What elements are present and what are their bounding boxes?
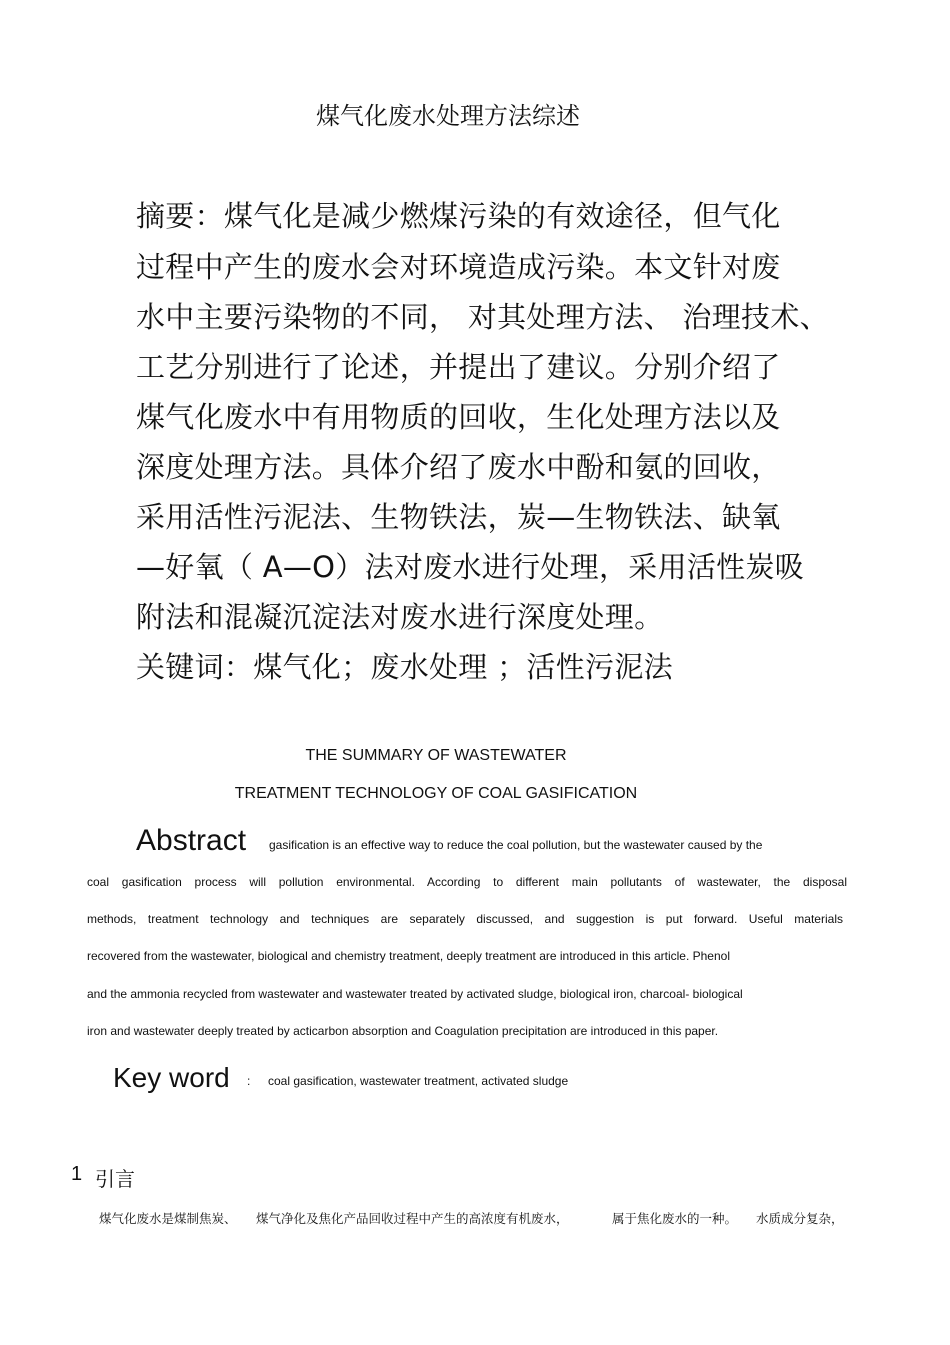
abstract-cn-line: 工艺分别进行了论述，并提出了建议。分别介绍了 (136, 350, 781, 384)
abstract-cn-line: 过程中产生的废水会对环境造成污染。本文针对废 (136, 250, 781, 284)
abstract-en-first-line: gasification is an effective way to reduce the coal pollution, but the wastewater caused by the (269, 838, 763, 852)
intro-text-part: 属于焦化废水的一种。 (612, 1211, 738, 1226)
intro-text-part: 煤气化废水是煤制焦炭、 (99, 1211, 237, 1226)
section-title: 引言 (95, 1167, 135, 1191)
abstract-cn-line: 摘要：煤气化是减少燃煤污染的有效途径，但气化 (136, 199, 781, 233)
abstract-en-line: coal gasification process will pollution environmental. According to different main pollutants of wastewater, the disposal (87, 875, 847, 889)
keyword-label: Key word (113, 1062, 230, 1093)
abstract-cn-line: 采用活性污泥法、生物铁法，炭—生物铁法、缺氧 (136, 500, 781, 534)
keyword-text: coal gasification, wastewater treatment, activated sludge (268, 1074, 569, 1088)
abstract-cn-line: 附法和混凝沉淀法对废水进行深度处理。 (136, 600, 664, 634)
abstract-cn-line: 煤气化废水中有用物质的回收，生化处理方法以及 (136, 400, 781, 434)
abstract-cn-line: —好氧（ A—O）法对废水进行处理，采用活性炭吸 (136, 550, 805, 584)
abstract-en-line: recovered from the wastewater, biological and chemistry treatment, deeply treatment are introduced in this article. Phenol (87, 949, 730, 963)
abstract-label: Abstract (136, 824, 247, 857)
intro-text-part: 煤气净化及焦化产品回收过程中产生的高浓度有机废水， (256, 1211, 569, 1226)
keywords-cn: 关键词：煤气化；废水处理 ；活性污泥法 (136, 650, 673, 684)
intro-text-part: 水质成分复杂， (756, 1211, 844, 1226)
abstract-cn-line: 深度处理方法。具体介绍了废水中酚和氨的回收， (136, 450, 781, 484)
document-title: 煤气化废水处理方法综述 (316, 102, 580, 130)
abstract-en-line: iron and wastewater deeply treated by acticarbon absorption and Coagulation precipitation are introduced in this paper. (87, 1024, 719, 1038)
keyword-colon: : (247, 1074, 251, 1088)
abstract-cn-line: 水中主要污染物的不同， 对其处理方法、 治理技术、 (136, 300, 829, 334)
section-number: 1 (71, 1163, 83, 1185)
english-title-line: THE SUMMARY OF WASTEWATER (305, 747, 567, 764)
abstract-en-line: and the ammonia recycled from wastewater and wastewater treated by activated sludge, biological iron, charcoal- biological (87, 987, 743, 1001)
english-title-line: TREATMENT TECHNOLOGY OF COAL GASIFICATION (234, 785, 638, 802)
abstract-en-line: methods, treatment technology and techniques are separately discussed, and suggestion is put forward. Useful materials (87, 912, 843, 926)
